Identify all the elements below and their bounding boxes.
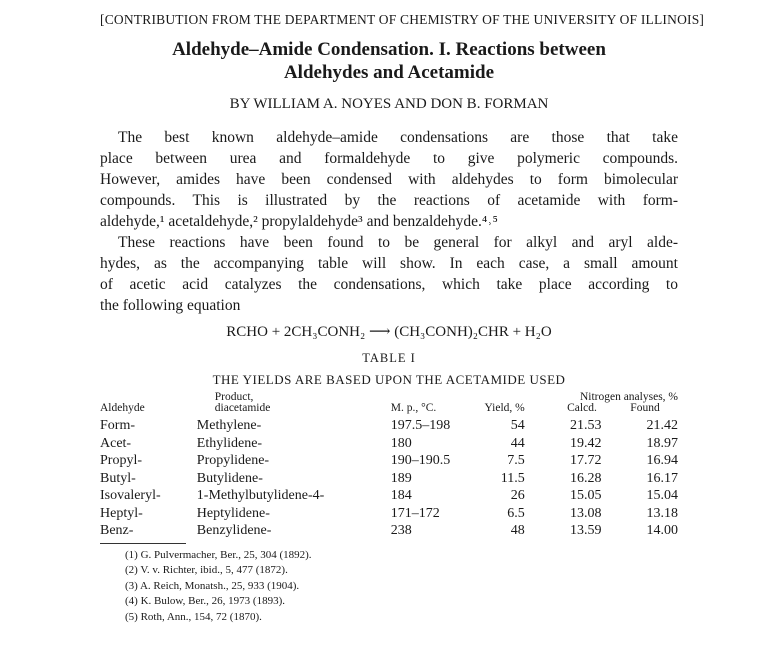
header-product [197,392,391,417]
footnote: (5) Roth, Ann., 154, 72 (1870). [125,610,262,623]
cell-aldehyde: Isovaleryl- [100,488,161,503]
title-line-2: Aldehydes and Acetamide [283,62,495,83]
p2-line: the following equation [100,297,241,314]
footnotes [100,548,678,626]
author-line: BY WILLIAM A. NOYES AND DON B. FORMAN [229,96,549,112]
p2-line: These reactions have been found to be general for alkyl and aryl alde- [118,234,678,251]
cell-aldehyde: Butyl- [100,470,136,486]
cell-found: 14.00 [646,523,678,538]
footnote: (3) A. Reich, Monatsh., 25, 933 (1904). [125,579,300,592]
header-mp: M. p., °C. [390,402,437,414]
header-nitrogen [533,392,678,417]
header-calcd: Calcd. [567,402,597,414]
cell-mp: 197.5–198 [390,418,451,433]
contribution-line: [CONTRIBUTION FROM THE DEPARTMENT OF CHEMISTRY OF THE UNIVERSITY OF ILLINOIS] [100,12,705,27]
footnote-rule [100,543,186,544]
cell-aldehyde: Benz- [100,523,134,538]
cell-yield: 44 [510,435,525,451]
p1-line: compounds. This is illustrated by the reactions of acetamide with form- [100,192,678,209]
cell-found: 15.04 [646,488,678,503]
header-yield: Yield, % [484,402,525,414]
table-row [100,435,678,453]
cell-yield: 6.5 [507,505,525,521]
table-row [100,505,678,523]
p1-line: However, amides have been condensed with aldehydes to form bimolecular [100,171,678,188]
cell-found: 16.17 [646,470,678,486]
cell-mp: 180 [390,435,412,451]
cell-product: Methylene- [196,418,262,433]
cell-mp: 184 [390,488,412,503]
cell-mp: 171–172 [390,505,440,521]
cell-calcd: 16.28 [569,470,602,486]
table-row [100,470,678,488]
p2-line: of acetic acid catalyzes the condensations, which take place according to [100,276,678,293]
cell-aldehyde: Acet- [100,435,132,451]
title-line-1: Aldehyde–Amide Condensation. I. Reactions between [172,39,606,60]
cell-calcd: 13.59 [569,523,602,538]
table-label: TABLE I [362,351,416,365]
cell-product: 1-Methylbutylidene-4- [196,488,325,503]
cell-calcd: 15.05 [569,488,602,503]
article-title [100,38,678,84]
table-body [100,417,678,540]
p1-line: place between urea and formaldehyde to give polymeric compounds. [100,150,678,167]
table-row [100,487,678,505]
table-row [100,522,678,540]
cell-calcd: 17.72 [569,453,602,468]
cell-found: 13.18 [646,505,678,521]
cell-aldehyde: Form- [100,418,135,433]
cell-yield: 11.5 [500,470,525,486]
p1-line: aldehyde,¹ acetaldehyde,² propylaldehyde³ and benzaldehyde.⁴˒⁵ [100,213,498,230]
table-row [100,452,678,470]
p1-line: The best known aldehyde–amide condensations are those that take [118,129,678,146]
reaction-equation: RCHO + 2CH₃CONH₂ ⟶ (CH₃CONH)₂CHR + H₂O [226,324,552,340]
cell-product: Propylidene- [196,453,270,468]
yields-table [100,392,678,540]
cell-mp: 190–190.5 [390,453,451,468]
cell-mp: 238 [390,523,412,538]
cell-yield: 48 [510,523,525,538]
footnote: (4) K. Bulow, Ber., 26, 1973 (1893). [125,595,285,607]
cell-aldehyde: Propyl- [100,453,142,468]
cell-found: 16.94 [646,453,678,468]
cell-product: Ethylidene- [196,435,263,451]
paragraph-1 [100,127,678,232]
header-nitrogen-label: Nitrogen analyses, % [579,391,678,403]
table-caption: THE YIELDS ARE BASED UPON THE ACETAMIDE USED [212,372,566,387]
cell-mp: 189 [390,470,412,486]
table-header-row [100,392,678,417]
header-aldehyde: Aldehyde [100,402,145,414]
cell-calcd: 21.53 [569,418,602,433]
cell-yield: 26 [510,488,525,503]
footnote: (1) G. Pulvermacher, Ber., 25, 304 (1892). [125,548,312,561]
cell-calcd: 19.42 [569,435,602,451]
header-product-line2: diacetamide [214,402,271,414]
cell-aldehyde: Heptyl- [100,505,143,521]
paragraph-2 [100,232,678,316]
footnote: (2) V. v. Richter, ibid., 5, 477 (1872). [125,564,288,576]
cell-product: Heptylidene- [196,505,270,521]
paper-page [100,12,705,625]
header-found: Found [630,402,660,414]
cell-product: Butylidene- [196,470,263,486]
cell-yield: 54 [510,418,525,433]
table-row [100,417,678,435]
cell-found: 21.42 [646,418,678,433]
cell-found: 18.97 [646,435,678,451]
cell-product: Benzylidene- [196,523,272,538]
cell-calcd: 13.08 [569,505,602,521]
p2-line: hydes, as the accompanying table will show. In each case, a small amount [100,255,678,272]
cell-yield: 7.5 [507,453,525,468]
header-product-line1: Product, [214,391,254,403]
